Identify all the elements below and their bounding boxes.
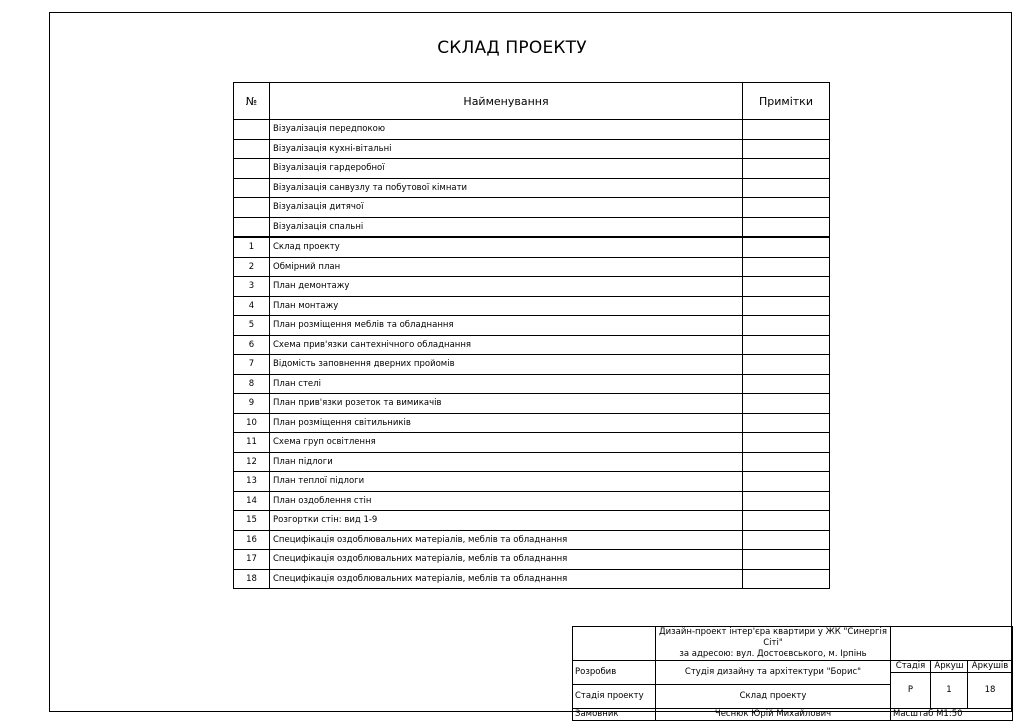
row-number: 8 (234, 374, 270, 394)
table-row (234, 433, 830, 453)
client-label: Замовник (573, 709, 656, 721)
row-name: Специфікація оздоблювальних матеріалів, меблів та обладнання (270, 530, 743, 550)
row-note (743, 355, 830, 375)
row-name: План розміщення меблів та обладнання (270, 316, 743, 336)
row-number: 1 (234, 237, 270, 257)
row-number: 10 (234, 413, 270, 433)
row-number (234, 217, 270, 237)
developer-name: Студія дизайну та архітектури "Борис" (656, 661, 891, 685)
table-row (234, 316, 830, 336)
table-row (234, 452, 830, 472)
row-note (743, 139, 830, 159)
drawing-name: Склад проекту (656, 685, 891, 709)
client-name: Чеснюк Юрій Михайлович (656, 709, 891, 721)
row-name: Специфікація оздоблювальних матеріалів, меблів та обладнання (270, 569, 743, 589)
row-name: Схема груп освітлення (270, 433, 743, 453)
project-line-1: Дизайн-проект інтер'єра квартири у ЖК "Синергія Сіті" (659, 627, 887, 648)
table-row (234, 511, 830, 531)
table-row (234, 139, 830, 159)
table-row (234, 237, 830, 257)
table-row (234, 335, 830, 355)
row-note (743, 472, 830, 492)
table-row (234, 355, 830, 375)
composition-table (233, 82, 830, 589)
header-notes: Примітки (743, 83, 830, 120)
row-number: 9 (234, 394, 270, 414)
row-name: План демонтажу (270, 277, 743, 297)
row-number (234, 159, 270, 179)
table-row (234, 394, 830, 414)
row-note (743, 491, 830, 511)
row-number: 3 (234, 277, 270, 297)
scale-value: Масштаб М1:50 (891, 709, 1013, 721)
row-name: Візуалізація передпокою (270, 120, 743, 140)
row-note (743, 257, 830, 277)
table-body (234, 120, 830, 589)
row-number (234, 178, 270, 198)
row-number: 15 (234, 511, 270, 531)
stage-value: Р (891, 673, 931, 709)
row-note (743, 550, 830, 570)
row-number: 11 (234, 433, 270, 453)
table-row (234, 159, 830, 179)
table-row (234, 374, 830, 394)
sheets-label: Аркушів (968, 661, 1013, 673)
row-note (743, 452, 830, 472)
row-note (743, 316, 830, 336)
row-note (743, 511, 830, 531)
sheet-label: Аркуш (931, 661, 968, 673)
row-number: 5 (234, 316, 270, 336)
table-row (234, 277, 830, 297)
row-name: Специфікація оздоблювальних матеріалів, меблів та обладнання (270, 550, 743, 570)
row-number: 17 (234, 550, 270, 570)
header-number: № (234, 83, 270, 120)
row-number: 2 (234, 257, 270, 277)
stage-label: Стадія (891, 661, 931, 673)
title-block-empty-1 (573, 627, 656, 661)
table-row (234, 178, 830, 198)
table-row (234, 296, 830, 316)
table-row (234, 198, 830, 218)
row-number (234, 198, 270, 218)
row-name: Відомість заповнення дверних пройомів (270, 355, 743, 375)
row-note (743, 178, 830, 198)
project-stage-label: Стадія проекту (573, 685, 656, 709)
table-header-row (234, 83, 830, 120)
table-row (234, 257, 830, 277)
title-block (572, 626, 1013, 721)
row-number (234, 139, 270, 159)
row-name: Візуалізація гардеробної (270, 159, 743, 179)
row-number: 12 (234, 452, 270, 472)
row-note (743, 159, 830, 179)
row-number: 4 (234, 296, 270, 316)
row-name: Склад проекту (270, 237, 743, 257)
row-name: Обмірний план (270, 257, 743, 277)
sheets-value: 18 (968, 673, 1013, 709)
row-name: План стелі (270, 374, 743, 394)
row-number (234, 120, 270, 140)
page-title: СКЛАД ПРОЕКТУ (437, 38, 587, 58)
sheet-value: 1 (931, 673, 968, 709)
row-note (743, 335, 830, 355)
table-row (234, 491, 830, 511)
row-name: Розгортки стін: вид 1-9 (270, 511, 743, 531)
row-note (743, 569, 830, 589)
row-name: Візуалізація спальні (270, 217, 743, 237)
row-number: 6 (234, 335, 270, 355)
developed-label: Розробив (573, 661, 656, 685)
row-number: 13 (234, 472, 270, 492)
row-name: Візуалізація санвузлу та побутової кімнати (270, 178, 743, 198)
row-note (743, 120, 830, 140)
table-row (234, 217, 830, 237)
row-name: Візуалізація дитячої (270, 198, 743, 218)
row-number: 7 (234, 355, 270, 375)
row-note (743, 198, 830, 218)
row-note (743, 433, 830, 453)
row-number: 16 (234, 530, 270, 550)
row-number: 18 (234, 569, 270, 589)
row-note (743, 374, 830, 394)
row-note (743, 394, 830, 414)
table-row (234, 550, 830, 570)
row-name: Схема прив'язки сантехнічного обладнання (270, 335, 743, 355)
row-name: План теплої підлоги (270, 472, 743, 492)
project-line-2: за адресою: вул. Достоєвського, м. Ірпінь (679, 649, 867, 659)
table-row (234, 472, 830, 492)
row-name: План монтажу (270, 296, 743, 316)
row-note (743, 277, 830, 297)
row-number: 14 (234, 491, 270, 511)
row-name: План прив'язки розеток та вимикачів (270, 394, 743, 414)
title-block-empty-2 (891, 627, 1013, 661)
row-note (743, 413, 830, 433)
row-name: План оздоблення стін (270, 491, 743, 511)
row-note (743, 217, 830, 237)
table-row (234, 413, 830, 433)
table-row (234, 569, 830, 589)
row-name: Візуалізація кухні-вітальні (270, 139, 743, 159)
header-name: Найменування (270, 83, 743, 120)
row-note (743, 296, 830, 316)
table-row (234, 530, 830, 550)
row-note (743, 530, 830, 550)
row-name: План розміщення світильників (270, 413, 743, 433)
row-note (743, 237, 830, 257)
row-name: План підлоги (270, 452, 743, 472)
table-row (234, 120, 830, 140)
project-description (656, 627, 891, 661)
